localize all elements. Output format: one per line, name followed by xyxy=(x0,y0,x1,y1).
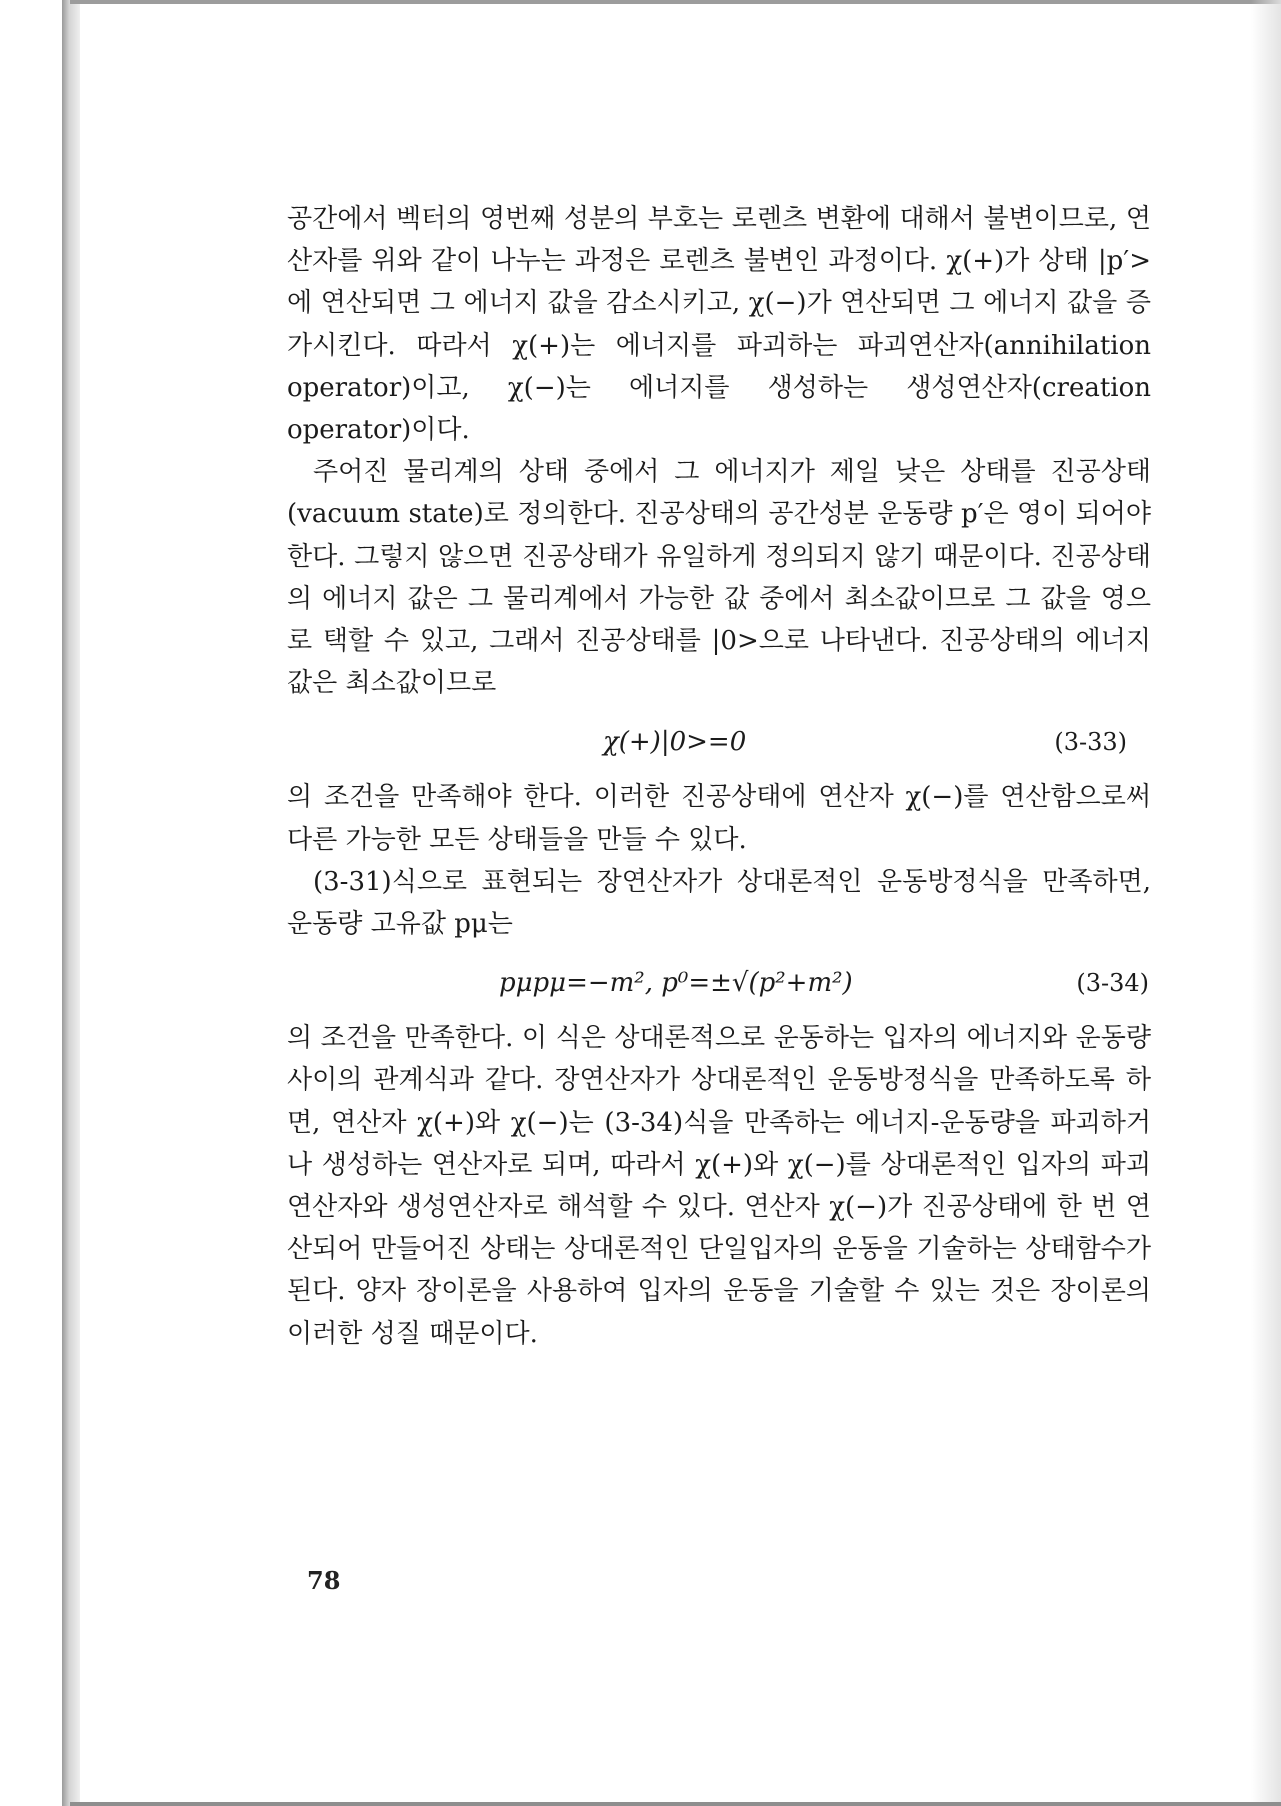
page-bottom-edge xyxy=(70,1802,1281,1806)
equation-number: (3-33) xyxy=(1054,728,1127,757)
paragraph-operator-split: 공간에서 벡터의 영번째 성분의 부호는 로렌츠 변환에 대해서 불변이므로, 연산자를 위와 같이 나누는 과정은 로렌츠 불변인 과정이다. χ(+)가 상태 |p′>에 연산되면 그 에너지 값을 감소시키고, χ(−)가 연산되면 그 에너지 값을 증가시킨다. 따라서 χ(+)는 에너지를 파괴하는 파괴연산자(annihilation operator)이고, χ(−)는 에너지를 생성하는 생성연산자(creation operator)이다. xyxy=(287,204,1151,446)
equation-formula: χ(+)|0>=0 xyxy=(603,727,747,758)
paragraph-creation-condition: 의 조건을 만족해야 한다. 이러한 진공상태에 연산자 χ(−)를 연산함으로써 다른 가능한 모든 상태들을 만들 수 있다. xyxy=(287,782,1151,855)
page-top-edge xyxy=(70,0,1281,4)
equation-number: (3-34) xyxy=(1076,969,1149,998)
page-number: 78 xyxy=(307,1566,341,1595)
page-left-edge xyxy=(62,0,80,1806)
equation-3-33 xyxy=(287,711,1151,769)
page-body xyxy=(287,198,1151,1355)
equation-3-34 xyxy=(287,952,1151,1010)
page-right-shadow xyxy=(1251,0,1281,1806)
paragraph-relativistic-particle: 의 조건을 만족한다. 이 식은 상대론적으로 운동하는 입자의 에너지와 운동량 사이의 관계식과 같다. 장연산자가 상대론적인 운동방정식을 만족하도록 하면, 연산자 χ(+)와 χ(−)는 (3-34)식을 만족하는 에너지-운동량을 파괴하거나 생성하는 연산자로 되며, 따라서 χ(+)와 χ(−)를 상대론적인 입자의 파괴연산자와 생성연산자로 해석할 수 있다. 연산자 χ(−)가 진공상태에 한 번 연산되어 만들어진 상태는 상대론적인 단일입자의 운동을 기술하는 상태함수가 된다. 양자 장이론을 사용하여 입자의 운동을 기술할 수 있는 것은 장이론의 이러한 성질 때문이다. xyxy=(287,1023,1151,1349)
paragraph-eigenvalue: (3-31)식으로 표현되는 장연산자가 상대론적인 운동방정식을 만족하면, 운동량 고유값 pμ는 xyxy=(287,866,1151,940)
equation-formula: pμpμ=−m², p⁰=±√(p²+m²) xyxy=(499,968,853,999)
paragraph-vacuum-state: 주어진 물리계의 상태 중에서 그 에너지가 제일 낮은 상태를 진공상태(vacuum state)로 정의한다. 진공상태의 공간성분 운동량 p′은 영이 되어야 한다. 그렇지 않으면 진공상태가 유일하게 정의되지 않기 때문이다. 진공상태의 에너지 값은 그 물리계에서 가능한 값 중에서 최소값이므로 그 값을 영으로 택할 수 있고, 그래서 진공상태를 |0>으로 나타낸다. 진공상태의 에너지 값은 최소값이므로 xyxy=(287,457,1151,699)
